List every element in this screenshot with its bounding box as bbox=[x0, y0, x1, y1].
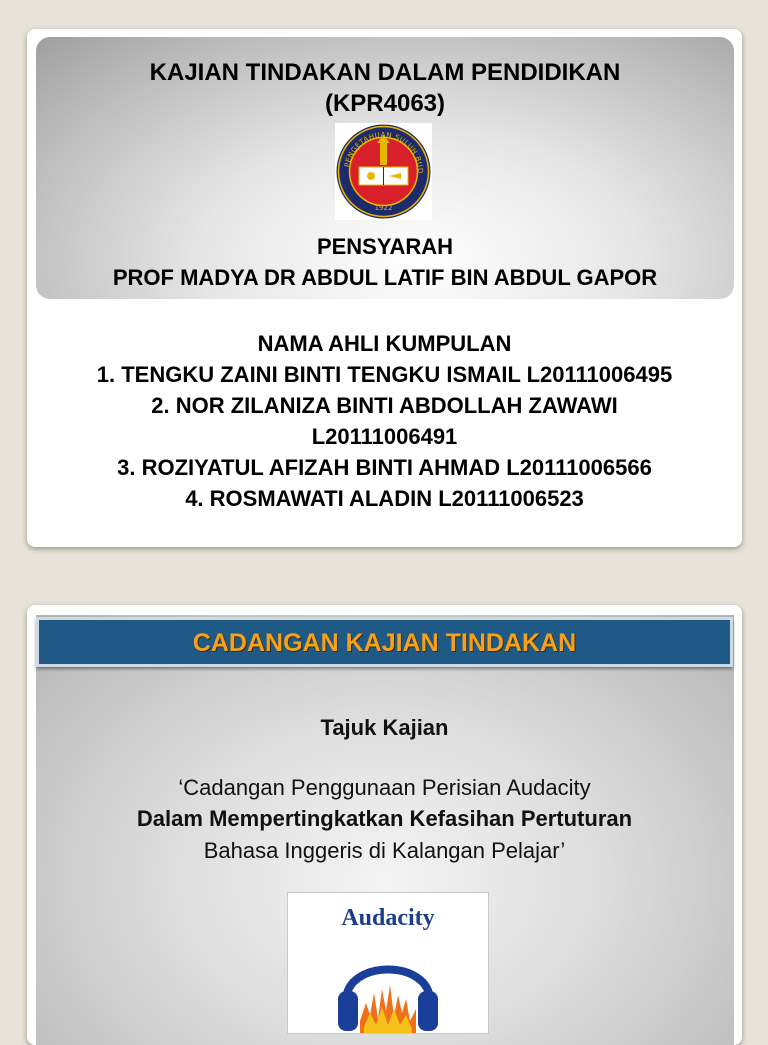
slide-title: CADANGAN KAJIAN TINDAKAN bbox=[192, 629, 577, 657]
lecturer-label: PENSYARAH bbox=[316, 234, 454, 259]
subtitle: Tajuk Kajian bbox=[320, 715, 449, 740]
audacity-logo bbox=[287, 892, 489, 1034]
quote-line-1: ‘Cadangan Penggunaan Perisian Audacity bbox=[178, 775, 591, 800]
audacity-headphones-icon bbox=[336, 941, 440, 1033]
member-line-2: 2. NOR ZILANIZA BINTI ABDOLLAH ZAWAWI bbox=[151, 393, 618, 418]
crest-year: 1922 bbox=[374, 204, 393, 212]
member-line-4: 4. ROSMAWATI ALADIN L20111006523 bbox=[185, 486, 584, 511]
slide-proposal bbox=[27, 605, 742, 1045]
university-crest-icon bbox=[335, 123, 432, 220]
crest-ring-text: PENGETAHUAN SULUH BUD bbox=[343, 130, 425, 174]
slide-title-page bbox=[27, 29, 742, 547]
course-title: KAJIAN TINDAKAN DALAM PENDIDIKAN bbox=[149, 59, 621, 86]
lecturer-name: PROF MADYA DR ABDUL LATIF BIN ABDUL GAPOR bbox=[112, 265, 658, 290]
member-line-2-id: L20111006491 bbox=[311, 424, 458, 449]
member-line-3: 3. ROZIYATUL AFIZAH BINTI AHMAD L20111006566 bbox=[117, 455, 652, 480]
member-line-1: 1. TENGKU ZAINI BINTI TENGKU ISMAIL L20111006495 bbox=[96, 362, 673, 387]
quote-line-3: Bahasa Inggeris di Kalangan Pelajar’ bbox=[203, 838, 566, 863]
members-heading: NAMA AHLI KUMPULAN bbox=[257, 331, 512, 356]
audacity-logo-text: Audacity bbox=[341, 905, 435, 931]
quote-line-2: Dalam Mempertingkatkan Kefasihan Pertuturan bbox=[136, 806, 633, 831]
course-code: (KPR4063) bbox=[324, 90, 446, 117]
title-bar bbox=[36, 617, 733, 667]
